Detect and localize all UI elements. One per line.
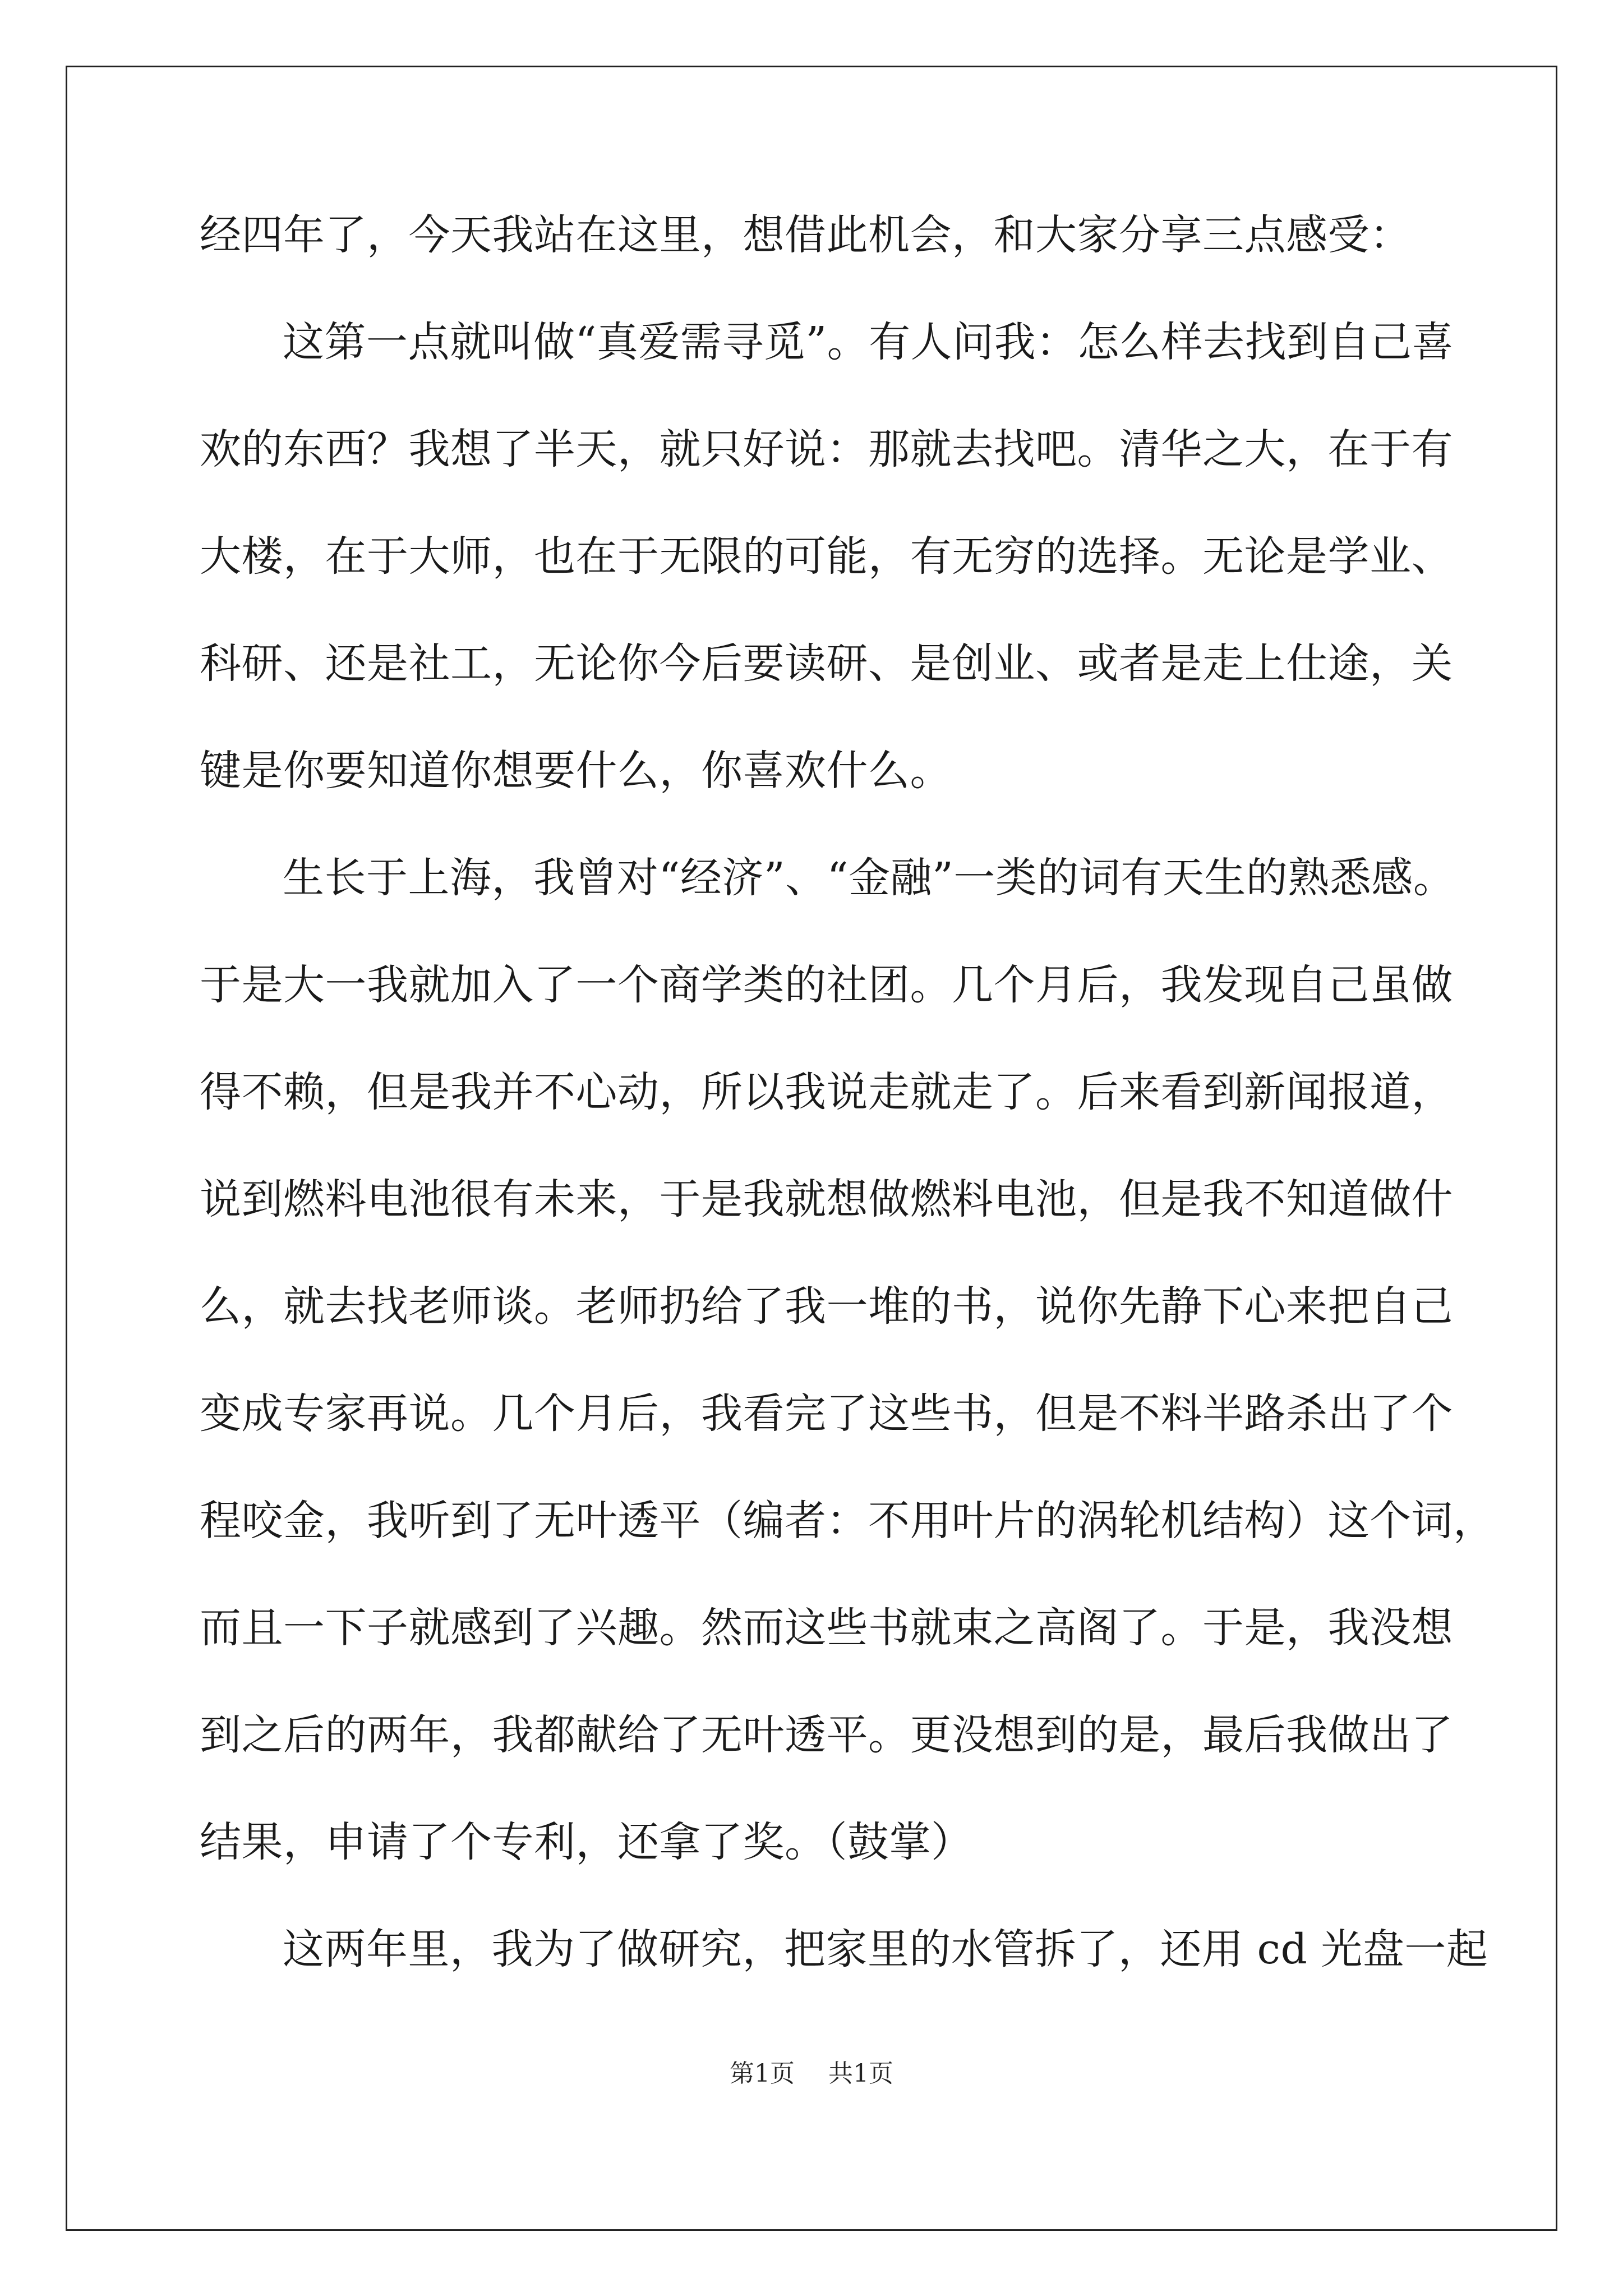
text-line: 么，就去找老师谈。老师扔给了我一堆的书，说你先静下心来把自己 [200,1282,1453,1331]
text-line: 程咬金，我听到了无叶透平（编者：不用叶片的涡轮机结构）这个词， [200,1497,1495,1545]
text-line: 而且一下子就感到了兴趣。然而这些书就束之高阁了。于是，我没想 [200,1604,1453,1652]
text-line: 得不赖，但是我并不心动，所以我说走就走了。后来看到新闻报道， [200,1068,1453,1116]
text-line: 变成专家再说。几个月后，我看完了这些书，但是不料半路杀出了个 [200,1389,1453,1438]
page-total: 共1页 [828,2059,893,2088]
document-body [200,209,1495,2030]
text-line: 这第一点就叫做“真爱需寻觅”。有人问我：怎么样去找到自己喜 [283,318,1454,366]
text-line: 生长于上海，我曾对“经济”、“金融”一类的词有天生的熟悉感。 [283,854,1455,902]
text-line: 于是大一我就加入了一个商学类的社团。几个月后，我发现自己虽做 [200,961,1453,1009]
text-line: 大楼，在于大师，也在于无限的可能，有无穷的选择。无论是学业、 [200,532,1453,581]
page-footer [0,2057,1623,2091]
text-line: 这两年里，我为了做研究，把家里的水管拆了，还用 cd 光盘一起 [283,1925,1488,1973]
text-line: 结果，申请了个专利，还拿了奖。（鼓掌） [200,1818,973,1866]
text-line: 说到燃料电池很有未来，于是我就想做燃料电池，但是我不知道做什 [200,1175,1453,1223]
text-line: 经四年了，今天我站在这里，想借此机会，和大家分享三点感受： [200,211,1412,259]
text-line: 键是你要知道你想要什么，你喜欢什么。 [200,747,952,795]
text-line: 欢的东西？我想了半天，就只好说：那就去找吧。清华之大，在于有 [200,425,1453,473]
text-line: 科研、还是社工，无论你今后要读研、是创业、或者是走上仕途，关 [200,639,1453,688]
text-line: 到之后的两年，我都献给了无叶透平。更没想到的是，最后我做出了 [200,1711,1453,1759]
page-number: 第1页 [730,2059,795,2088]
